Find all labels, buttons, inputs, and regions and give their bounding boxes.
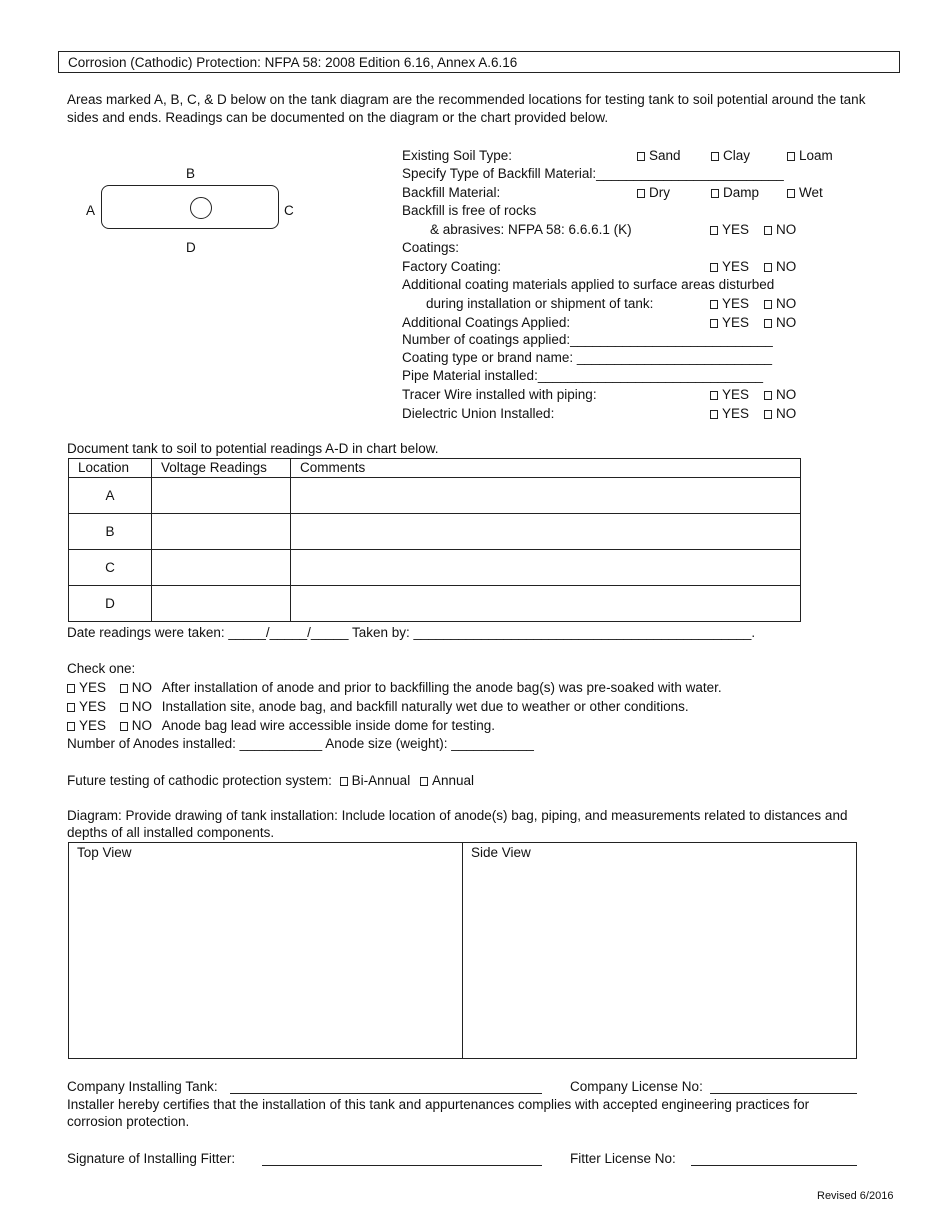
additional-materials-label-2: during installation or shipment of tank: <box>426 296 654 311</box>
signature-label: Signature of Installing Fitter: <box>67 1151 236 1166</box>
factory-coating-label: Factory Coating: <box>402 259 502 274</box>
company-license-label: Company License No: <box>570 1079 703 1094</box>
backfill-option-wet[interactable]: Wet <box>787 184 823 201</box>
table-header-row <box>69 459 801 478</box>
checkbox-icon[interactable] <box>711 189 719 198</box>
location-cell: C <box>69 550 152 586</box>
lead-wire-yes[interactable]: YES <box>67 718 106 733</box>
table-row <box>69 550 801 586</box>
backfill-option-damp[interactable]: Damp <box>711 184 759 201</box>
checkbox-icon[interactable] <box>637 152 645 161</box>
soil-option-sand[interactable]: Sand <box>637 147 681 164</box>
column-header-location: Location <box>69 459 152 478</box>
additional-applied-no[interactable]: NO <box>764 314 796 331</box>
coating-type-field[interactable]: Coating type or brand name: __________________________ <box>402 350 773 365</box>
checkbox-icon[interactable] <box>120 684 128 693</box>
diagram-divider <box>462 843 463 1058</box>
abrasives-label: & abrasives: NFPA 58: 6.6.6.1 (K) <box>430 222 632 237</box>
checkbox-icon[interactable] <box>120 703 128 712</box>
column-header-voltage: Voltage Readings <box>152 459 291 478</box>
checkbox-icon[interactable] <box>764 300 772 309</box>
lead-wire-no[interactable]: NO <box>120 718 152 733</box>
checkbox-icon[interactable] <box>710 300 718 309</box>
future-option-biannual[interactable]: Bi-Annual <box>340 773 411 788</box>
anodes-field[interactable]: Number of Anodes installed: ___________ Anode size (weight): ___________ <box>67 736 534 751</box>
intro-paragraph: Areas marked A, B, C, & D below on the tank diagram are the recommended locations for testing tank to soil potential around the tank sides and ends. Readings can be documented on the diagram or the chart provided below. <box>67 92 866 125</box>
location-cell: D <box>69 586 152 622</box>
backfill-option-dry[interactable]: Dry <box>637 184 670 201</box>
checkbox-icon[interactable] <box>67 703 75 712</box>
check-row-naturally-wet: YES NO Installation site, anode bag, and backfill naturally wet due to weather or other conditions. <box>67 698 689 715</box>
tank-label-c: C <box>284 203 294 218</box>
checkbox-icon[interactable] <box>67 684 75 693</box>
tank-label-d: D <box>186 240 196 255</box>
checkbox-icon[interactable] <box>764 410 772 419</box>
presoak-no[interactable]: NO <box>120 680 152 695</box>
checkbox-icon[interactable] <box>711 152 719 161</box>
number-coatings-field[interactable]: Number of coatings applied:___________________________ <box>402 332 773 347</box>
company-line[interactable] <box>230 1093 542 1094</box>
rocks-label: Backfill is free of rocks <box>402 203 537 218</box>
fitter-license-line[interactable] <box>691 1165 857 1166</box>
checkbox-icon[interactable] <box>764 226 772 235</box>
soil-option-loam[interactable]: Loam <box>787 147 833 164</box>
location-cell: B <box>69 514 152 550</box>
table-row <box>69 514 801 550</box>
additional-materials-label: Additional coating materials applied to surface areas disturbed <box>402 277 775 292</box>
checkbox-icon[interactable] <box>764 319 772 328</box>
additional-materials-yes[interactable]: YES <box>710 295 749 312</box>
dielectric-label: Dielectric Union Installed: <box>402 406 555 421</box>
checkbox-icon[interactable] <box>710 319 718 328</box>
checkbox-icon[interactable] <box>420 777 428 786</box>
readings-table <box>68 458 801 622</box>
additional-materials-no[interactable]: NO <box>764 295 796 312</box>
voltage-cell[interactable] <box>152 478 291 514</box>
additional-applied-label: Additional Coatings Applied: <box>402 315 571 330</box>
top-view-label: Top View <box>77 845 132 860</box>
naturally-wet-yes[interactable]: YES <box>67 699 106 714</box>
checkbox-icon[interactable] <box>637 189 645 198</box>
location-cell: A <box>69 478 152 514</box>
tank-dome <box>190 197 212 219</box>
fitter-license-label: Fitter License No: <box>570 1151 676 1166</box>
soil-option-clay[interactable]: Clay <box>711 147 750 164</box>
factory-coating-yes[interactable]: YES <box>710 258 749 275</box>
revised-date: Revised 6/2016 <box>817 1190 894 1202</box>
rocks-no[interactable]: NO <box>764 221 796 238</box>
future-option-annual[interactable]: Annual <box>420 773 474 788</box>
certify-statement: Installer hereby certifies that the installation of this tank and appurtenances complies with accepted engineering practices for corrosion protection. <box>67 1097 810 1129</box>
additional-applied-yes[interactable]: YES <box>710 314 749 331</box>
tracer-wire-no[interactable]: NO <box>764 386 796 403</box>
checkbox-icon[interactable] <box>787 189 795 198</box>
check-one-heading: Check one: <box>67 661 136 676</box>
check-row-presoak: YES NO After installation of anode and prior to backfilling the anode bag(s) was pre-soaked with water. <box>67 679 722 696</box>
checkbox-icon[interactable] <box>764 391 772 400</box>
diagram-box[interactable] <box>68 842 857 1059</box>
column-header-comments: Comments <box>291 459 801 478</box>
checkbox-icon[interactable] <box>710 226 718 235</box>
form-title: Corrosion (Cathodic) Protection: NFPA 58: 2008 Edition 6.16, Annex A.6.16 <box>58 51 900 73</box>
check-row-lead-wire: YES NO Anode bag lead wire accessible inside dome for testing. <box>67 717 495 734</box>
comments-cell[interactable] <box>291 550 801 586</box>
company-label: Company Installing Tank: <box>67 1079 218 1094</box>
table-row <box>69 478 801 514</box>
readings-heading: Document tank to soil to potential readings A-D in chart below. <box>67 441 439 456</box>
presoak-yes[interactable]: YES <box>67 680 106 695</box>
checkbox-icon[interactable] <box>120 722 128 731</box>
signature-line[interactable] <box>262 1165 542 1166</box>
backfill-type-field[interactable]: Specify Type of Backfill Material:_________________________ <box>402 166 784 181</box>
voltage-cell[interactable] <box>152 514 291 550</box>
dielectric-yes[interactable]: YES <box>710 405 749 422</box>
company-license-line[interactable] <box>710 1093 857 1094</box>
checkbox-icon[interactable] <box>340 777 348 786</box>
voltage-cell[interactable] <box>152 550 291 586</box>
table-row <box>69 586 801 622</box>
factory-coating-no[interactable]: NO <box>764 258 796 275</box>
dielectric-no[interactable]: NO <box>764 405 796 422</box>
naturally-wet-no[interactable]: NO <box>120 699 152 714</box>
future-testing-row: Future testing of cathodic protection system: Bi-Annual Annual <box>67 773 475 788</box>
comments-cell[interactable] <box>291 478 801 514</box>
tank-label-b: B <box>186 166 196 181</box>
tracer-wire-label: Tracer Wire installed with piping: <box>402 387 597 402</box>
pipe-material-field[interactable]: Pipe Material installed:______________________________ <box>402 368 764 383</box>
soil-type-label: Existing Soil Type: <box>402 148 513 163</box>
comments-cell[interactable] <box>291 586 801 622</box>
comments-cell[interactable] <box>291 514 801 550</box>
checkbox-icon[interactable] <box>710 391 718 400</box>
side-view-label: Side View <box>471 845 531 860</box>
voltage-cell[interactable] <box>152 586 291 622</box>
checkbox-icon[interactable] <box>710 263 718 272</box>
backfill-material-label: Backfill Material: <box>402 185 501 200</box>
diagram-instructions: Diagram: Provide drawing of tank installation: Include location of anode(s) bag, piping, and measurements related to distances and depths of all installed components. <box>67 808 848 840</box>
rocks-yes[interactable]: YES <box>710 221 749 238</box>
checkbox-icon[interactable] <box>764 263 772 272</box>
checkbox-icon[interactable] <box>710 410 718 419</box>
checkbox-icon[interactable] <box>67 722 75 731</box>
tank-label-a: A <box>86 203 96 218</box>
coatings-label: Coatings: <box>402 240 460 255</box>
checkbox-icon[interactable] <box>787 152 795 161</box>
date-taken-field[interactable]: Date readings were taken: _____/_____/_____ Taken by: _____________________________________________. <box>67 625 756 640</box>
tracer-wire-yes[interactable]: YES <box>710 386 749 403</box>
